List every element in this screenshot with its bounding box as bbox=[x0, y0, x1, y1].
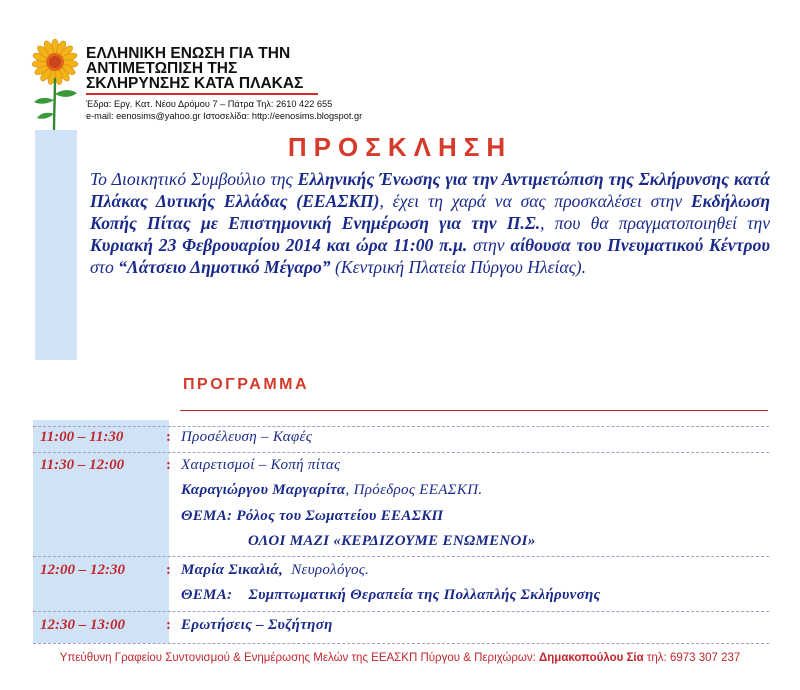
slot-2-slogan-text: ΟΛΟΙ ΜΑΖΙ «ΚΕΡΔΙΖΟΥΜΕ ΕΝΩΜΕΝΟΙ» bbox=[248, 533, 536, 549]
event-date: Κυριακή 23 Φεβρουαρίου 2014 και ώρα 11:00 π.μ. bbox=[90, 235, 468, 255]
slot-3-speaker: Μαρία Σικαλιά, bbox=[181, 562, 284, 578]
slot-1-text: Προσέλευση – Καφές bbox=[181, 429, 313, 445]
organization-full-name: Ελληνικής Ένωσης για την Αντιμετώπιση της Σκλήρυνσης κατά Πλάκας Δυτικής Ελλάδας (ΕΕΑΣΚΠ) bbox=[90, 169, 770, 211]
footer-contact bbox=[0, 652, 800, 664]
event-name: Εκδήλωση Κοπής Πίτας με Επιστημονική Ενημέρωση για την Π.Σ. bbox=[90, 191, 770, 233]
slot-4-text bbox=[181, 617, 333, 634]
organization-contact bbox=[86, 98, 362, 122]
event-hall: αίθουσα του Πνευματικού Κέντρου bbox=[510, 235, 771, 255]
invitation-body bbox=[90, 168, 770, 278]
slot-3-time: 12:00 – 12:30 bbox=[40, 562, 125, 578]
slot-4-time: 12:30 – 13:00 bbox=[40, 617, 125, 633]
slot-1-time: 11:00 – 11:30 bbox=[40, 429, 124, 445]
body-part-3: , που θα πραγματοποιηθεί την bbox=[540, 213, 771, 233]
sunflower-logo-icon bbox=[28, 38, 82, 132]
event-venue: “Λάτσειο Δημοτικό Μέγαρο” bbox=[118, 257, 331, 277]
body-part-1: Το Διοικητικό Συμβούλιο της bbox=[90, 169, 298, 189]
footer-text: Υπεύθυνη Γραφείου Συντονισμού & Ενημέρωσης Μελών της ΕΕΑΣΚΠ Πύργου & Περιχώρων: bbox=[59, 652, 539, 664]
slot-2-slogan bbox=[248, 533, 536, 550]
program-divider bbox=[33, 556, 769, 557]
slot-1-separator: : bbox=[166, 429, 171, 445]
slot-3-topic: Συμπτωματική Θεραπεία της Πολλαπλής Σκλήρυνσης bbox=[248, 587, 601, 603]
slot-4-text-bold: Ερωτήσεις – Συζήτηση bbox=[181, 617, 333, 633]
program-divider bbox=[33, 611, 769, 612]
body-part-5: στο bbox=[90, 257, 119, 277]
program-title: ΠΡΟΓΡΑΜΜΑ bbox=[183, 376, 310, 393]
body-part-2: , έχει τη χαρά να σας προσκαλέσει στην bbox=[379, 191, 691, 211]
slot-3-speaker-role: Νευρολόγος. bbox=[291, 562, 370, 578]
slot-2-separator: : bbox=[166, 457, 171, 473]
body-part-4: στην bbox=[467, 235, 511, 255]
slot-2-speaker-role: , Πρόεδρος ΕΕΑΣΚΠ. bbox=[345, 482, 483, 498]
slot-2-topic: Ρόλος του Σωματείου ΕΕΑΣΚΠ bbox=[236, 508, 444, 524]
slot-2-topic-label: ΘΕΜΑ: bbox=[181, 508, 233, 524]
slot-3-topic-label: ΘΕΜΑ: bbox=[181, 587, 233, 603]
footer-name: Δημακοπούλου Σία bbox=[539, 652, 644, 664]
org-name-line-1: ΕΛΛΗΝΙΚΗ ΕΝΩΣΗ ΓΙΑ ΤΗΝ bbox=[86, 45, 291, 62]
org-contact: e-mail: eenosims@yahoo.gr Ιστοσελίδα: http://eenosims.blogspot.gr bbox=[86, 111, 363, 121]
slot-3-topic-line bbox=[181, 587, 601, 604]
program-divider bbox=[33, 426, 769, 427]
invitation-title: ΠΡΟΣΚΛΗΣΗ bbox=[287, 132, 513, 162]
slot-3-speaker-line bbox=[181, 562, 369, 579]
program-times-panel bbox=[33, 420, 169, 643]
organization-name bbox=[86, 46, 303, 91]
org-name-line-3: ΣΚΛΗΡΥΝΣΗΣ ΚΑΤΑ ΠΛΑΚΑΣ bbox=[86, 75, 304, 92]
program-divider bbox=[33, 452, 769, 453]
org-name-line-2: ΑΝΤΙΜΕΤΩΠΙΣΗ ΤΗΣ bbox=[86, 60, 238, 77]
org-address: Έδρα: Εργ. Κατ. Νέου Δρόμου 7 – Πάτρα Τηλ: 2610 422 655 bbox=[86, 99, 333, 109]
slot-2-topic-line bbox=[181, 508, 444, 525]
slot-4-separator: : bbox=[166, 617, 171, 633]
slot-2-text: Χαιρετισμοί – Κοπή πίτας bbox=[181, 457, 341, 473]
org-underline bbox=[86, 93, 318, 95]
sidebar-decoration-top bbox=[35, 130, 77, 360]
program-divider bbox=[33, 643, 769, 644]
footer-phone: τηλ: 6973 307 237 bbox=[643, 652, 741, 664]
slot-2-speaker-line bbox=[181, 482, 482, 499]
slot-2-time: 11:30 – 12:00 bbox=[40, 457, 125, 473]
slot-2-speaker: Καραγιώργου Μαργαρίτα bbox=[181, 482, 346, 498]
body-part-6: (Κεντρική Πλατεία Πύργου Ηλείας). bbox=[330, 257, 587, 277]
program-underline bbox=[180, 410, 768, 411]
slot-3-separator: : bbox=[166, 562, 171, 578]
